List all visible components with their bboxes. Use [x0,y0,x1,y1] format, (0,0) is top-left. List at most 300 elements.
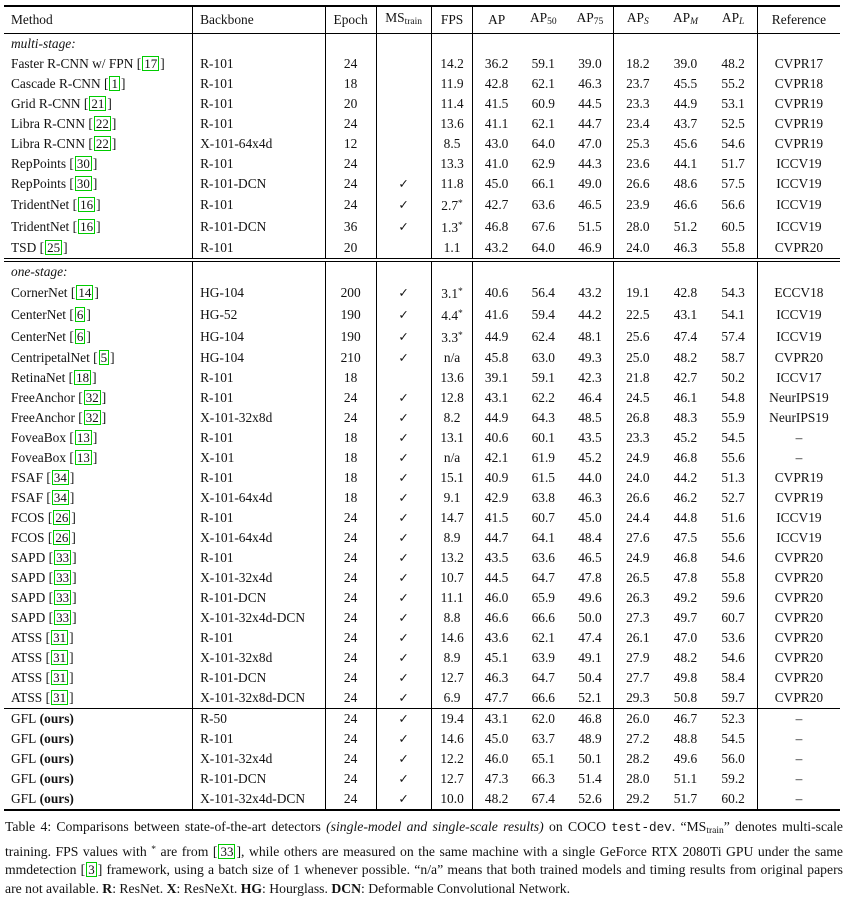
empty-cell [193,260,326,282]
cell-ap-large: 51.6 [721,510,745,525]
table-row [4,428,840,448]
cell-method: TSD [ 25 ] [11,240,68,255]
cell-epoch: 24 [325,568,376,588]
cell-epoch: 20 [325,94,376,114]
cell-method: CenterNet [ 6 ] [11,307,91,322]
cell-ap75: 49.0 [578,176,602,191]
ms-train-checkmark: ✓ [398,530,409,545]
cell-ap: 42.8 [473,74,520,94]
cell-reference: NeurIPS19 [757,408,840,428]
cell-ap-large: 59.2 [721,771,745,786]
cell-ap50: 60.7 [531,510,555,525]
citation-link[interactable]: 6 [76,307,84,322]
empty-cell [193,34,326,55]
cell-ms-train [376,94,431,114]
ms-train-checkmark: ✓ [398,791,409,806]
cell-reference: CVPR18 [757,74,840,94]
column-header-ap_l: $AP_L$ [709,6,757,34]
cell-ap50: 66.6 [531,610,555,625]
cell-fps: 10.7 [431,568,473,588]
cell-backbone: R-101-DCN [193,668,326,688]
citation-link[interactable]: 16 [80,219,94,234]
cell-fps: 13.6 [431,114,473,134]
cell-epoch: 24 [325,174,376,194]
cell-epoch: 24 [325,388,376,408]
cell-reference: ICCV19 [757,304,840,326]
cell-epoch: 24 [325,769,376,789]
cell-ap-large: 60.5 [721,219,745,234]
cell-ms-train [376,216,431,238]
cell-reference: CVPR19 [757,114,840,134]
cell-ap50: 59.1 [531,56,555,71]
cell-epoch: 20 [325,238,376,260]
cell-fps: 14.2 [431,54,473,74]
ms-train-checkmark: ✓ [398,219,409,234]
table-header-row [4,6,840,34]
cell-backbone: R-101-DCN [193,174,326,194]
column-header-ap75: $AP_{75}$ [567,6,614,34]
cell-epoch: 24 [325,628,376,648]
cell-backbone: R-101 [193,368,326,388]
cell-ap-large: 52.5 [721,116,745,131]
ms-train-checkmark: ✓ [398,731,409,746]
ours-label: (ours) [36,771,74,786]
cell-ap50: 66.3 [531,771,555,786]
cell-backbone: R-101 [193,428,326,448]
cell-epoch: 24 [325,528,376,548]
cell-fps: 8.9 [431,528,473,548]
cell-ap-small: 28.0 [614,216,662,238]
citation-link[interactable]: 22 [95,116,109,131]
cell-ap-small: 22.5 [614,304,662,326]
cell-ap75: 44.2 [578,307,602,322]
ms-train-checkmark: ✓ [398,610,409,625]
empty-cell [520,260,567,282]
citation-link[interactable]: 33 [220,843,234,859]
citation-link[interactable]: 34 [53,470,67,485]
cell-ap75: 42.3 [578,370,602,385]
table-row [4,326,840,348]
cell-ap: 46.0 [473,588,520,608]
cell-ap: 47.3 [473,769,520,789]
cell-epoch: 18 [325,428,376,448]
ms-train-checkmark: ✓ [398,350,409,365]
cell-ap: 41.5 [473,94,520,114]
fps-asterisk: * [458,199,463,209]
cell-ms-train [376,508,431,528]
table-row [4,648,840,668]
cell-ap50: 62.2 [531,390,555,405]
empty-cell [473,260,520,282]
table-row [4,194,840,216]
cell-epoch: 24 [325,408,376,428]
cell-fps: 14.6 [431,729,473,749]
cell-epoch: 24 [325,789,376,810]
cell-ap50: 59.1 [531,370,555,385]
empty-cell [757,260,840,282]
cell-ap-small: 24.0 [614,238,662,260]
cell-ap75: 44.0 [578,470,602,485]
cell-ap: 44.9 [473,408,520,428]
cell-fps: n/a [431,448,473,468]
cell-ap-medium: 47.0 [673,630,698,645]
citation-link[interactable]: 32 [85,390,99,405]
citation-link[interactable]: 16 [80,197,94,212]
cell-ap50: 60.9 [531,96,555,111]
citation-link[interactable]: 33 [56,590,70,605]
cell-ap75: 46.3 [578,490,602,505]
cell-ap-medium: 45.6 [673,136,698,151]
empty-cell [431,34,473,55]
cell-ap-small: 26.0 [614,709,662,730]
cell-backbone: R-101 [193,114,326,134]
cell-ap-large: 53.1 [721,96,745,111]
cell-epoch: 24 [325,154,376,174]
citation-link[interactable]: 6 [76,329,84,344]
cell-backbone: HG-104 [193,282,326,304]
cell-backbone: X-101-64x4d [193,488,326,508]
cell-ms-train [376,548,431,568]
cell-ap-small: 24.9 [614,548,662,568]
section-label-text: multi-stage: [11,36,76,51]
caption-subscript: train [706,826,724,836]
table-row [4,74,840,94]
cell-method: CornerNet [ 14 ] [11,285,99,300]
cell-ap: 40.9 [473,468,520,488]
cell-ap-large: 51.7 [721,156,745,171]
cell-ap-small: 27.6 [614,528,662,548]
cell-ms-train [376,448,431,468]
table-row [4,54,840,74]
cell-ap-large: 59.7 [721,690,745,705]
cell-epoch: 24 [325,114,376,134]
table-row [4,174,840,194]
results-table [4,5,840,811]
citation-link[interactable]: 33 [56,550,70,565]
cell-fps: 15.1 [431,468,473,488]
cell-ap75: 44.5 [578,96,602,111]
cell-ap-small: 25.6 [614,326,662,348]
cell-ap: 42.1 [473,448,520,468]
cell-ms-train [376,174,431,194]
cell-ap-medium: 48.3 [673,410,698,425]
table-row [4,709,840,730]
cell-ap-small: 29.3 [614,688,662,709]
cell-ap50: 64.7 [531,570,555,585]
cell-ap-medium: 51.2 [673,219,698,234]
cell-ms-train [376,114,431,134]
cell-ap75: 48.5 [578,410,602,425]
cell-backbone: R-50 [193,709,326,730]
cell-ap50: 60.1 [531,430,555,445]
citation-link[interactable]: 34 [53,490,67,505]
cell-method: CenterNet [ 6 ] [11,329,91,344]
citation-link[interactable]: 22 [95,136,109,151]
cell-backbone: HG-104 [193,348,326,368]
cell-ap-medium: 46.7 [662,709,710,730]
cell-ap-large: 57.4 [721,329,745,344]
cell-epoch: 24 [325,608,376,628]
citation-link[interactable]: 32 [85,410,99,425]
cell-ap-large: 50.2 [721,370,745,385]
table-caption: Table 4: Comparisons between state-of-the-art detectors (single-model and single-scale results) on COCO test-dev. “$MS_{train}$” denotes multi-scale training. FPS values with * are from [ 33 ], while others are measured on the same machine with a single GeForce RTX 2080Ti GPU under the same mmdetection [ 3 ] framework, using a batch size of 1 whenever possible. “n/a” means that both trained models and timing results from original papers are not available. R: ResNet. X: ResNeXt. HG: Hourglass. DCN: Deformable Convolutional Network. [5,819,843,896]
cell-ap-medium: 49.2 [673,590,698,605]
cell-fps: 9.1 [431,488,473,508]
cell-reference: ICCV19 [757,528,840,548]
empty-cell [376,34,431,55]
citation-link[interactable]: 31 [53,630,67,645]
citation-link[interactable]: 31 [53,650,67,665]
column-header-method: Method [4,6,193,34]
cell-method: ATSS [ 31 ] [11,630,74,645]
citation-link[interactable]: 31 [53,690,67,705]
cell-method: SAPD [ 33 ] [11,610,77,625]
column-header-subscript: L [739,17,745,27]
table-row [4,448,840,468]
cell-reference: CVPR19 [757,488,840,508]
cell-ap: 36.2 [473,54,520,74]
cell-backbone: R-101 [193,194,326,216]
cell-reference: CVPR20 [757,688,840,709]
cell-ap-small: 24.0 [614,468,662,488]
cell-fps: 11.1 [431,588,473,608]
cell-ap-small: 25.3 [614,134,662,154]
cell-ap-small: 24.4 [614,508,662,528]
cell-ms-train [376,769,431,789]
citation-link[interactable]: 3 [88,862,95,878]
cell-ap50: 64.1 [531,530,555,545]
cell-ms-train [376,608,431,628]
cell-backbone: R-101 [193,388,326,408]
cell-ap75: 45.2 [578,450,602,465]
cell-ap-medium: 42.7 [673,370,698,385]
citation-link[interactable]: 13 [76,450,90,465]
ours-label: (ours) [36,751,74,766]
cell-method: FCOS [ 26 ] [11,530,76,545]
ms-train-checkmark: ✓ [398,430,409,445]
column-header-fps: FPS [431,6,473,34]
cell-ap50: 59.4 [531,307,555,322]
cell-ap75: 50.4 [578,670,602,685]
cell-fps: 1.1 [431,238,473,260]
empty-cell [567,260,614,282]
cell-ap-medium: 47.5 [673,530,698,545]
cell-ms-train [376,688,431,709]
cell-ap75: 44.3 [578,156,602,171]
citation-link[interactable]: 13 [76,430,90,445]
cell-ap75: 45.0 [578,510,602,525]
citation-link[interactable]: 26 [55,510,69,525]
cell-ap-medium: 47.4 [673,329,698,344]
cell-ap75: 46.9 [578,240,602,255]
citation-link[interactable]: 18 [76,370,90,385]
cell-epoch: 12 [325,134,376,154]
cell-ap-small: 26.3 [614,588,662,608]
cell-epoch: 190 [325,304,376,326]
cell-method: RepPoints [ 30 ] [11,176,98,191]
cell-backbone: X-101-32x8d [193,408,326,428]
cell-epoch: 24 [325,548,376,568]
table-row [4,688,840,709]
cell-ms-train [376,408,431,428]
cell-ap75: 50.0 [578,610,602,625]
cell-ap: 43.1 [473,388,520,408]
cell-backbone: R-101 [193,729,326,749]
ms-train-checkmark: ✓ [398,510,409,525]
cell-ap50: 64.0 [531,136,555,151]
table-row [4,114,840,134]
cell-method: FSAF [ 34 ] [11,490,75,505]
cell-reference: ICCV19 [757,174,840,194]
cell-ap-medium: 44.8 [673,510,698,525]
cell-reference: – [757,428,840,448]
table-row [4,154,840,174]
cell-ap-large: 51.3 [721,470,745,485]
column-header-subscript: S [644,17,649,27]
cell-method: FreeAnchor [ 32 ] [11,410,107,425]
cell-fps: 13.2 [431,548,473,568]
ms-train-checkmark: ✓ [398,751,409,766]
caption-superscript: * [151,844,156,855]
section-label-row [4,34,840,55]
cell-reference: – [757,789,840,810]
cell-backbone: R-101-DCN [193,216,326,238]
ms-train-checkmark: ✓ [398,630,409,645]
cell-ap-small: 26.5 [614,568,662,588]
cell-method: FoveaBox [ 13 ] [11,430,98,445]
citation-link[interactable]: 25 [47,240,61,255]
cell-ap50: 63.6 [531,197,555,212]
table-row [4,304,840,326]
cell-epoch: 18 [325,488,376,508]
cell-ap-large: 54.6 [721,550,745,565]
cell-fps: 12.2 [431,749,473,769]
cell-ap-small: 26.6 [614,488,662,508]
section-label-text: one-stage: [11,264,68,279]
cell-ap75: 46.8 [567,709,614,730]
cell-ap50: 56.4 [531,285,555,300]
cell-ap-large: 55.6 [721,530,745,545]
ms-train-checkmark: ✓ [398,410,409,425]
cell-reference: CVPR20 [757,238,840,260]
cell-ap75: 52.6 [578,791,602,806]
table-row [4,408,840,428]
cell-ap: 42.7 [473,194,520,216]
cell-method: Libra R-CNN [ 22 ] [11,116,117,131]
cell-ap75: 49.6 [578,590,602,605]
ms-train-checkmark: ✓ [398,690,409,705]
citation-link[interactable]: 33 [56,570,70,585]
cell-backbone: R-101 [193,94,326,114]
cell-fps: 1.3* [431,216,473,238]
citation-link[interactable]: 30 [76,176,90,191]
cell-method: GFL (ours) [11,791,74,806]
section-label [4,260,193,282]
cell-backbone: X-101-32x8d [193,648,326,668]
table-row [4,488,840,508]
cell-ms-train [376,648,431,668]
cell-ap-small: 26.6 [614,174,662,194]
cell-fps: 10.0 [431,789,473,810]
caption-bold: DCN [331,880,361,896]
caption-monospace: test-dev [611,821,672,835]
cell-ap50: 62.0 [520,709,567,730]
citation-link[interactable]: 14 [78,285,92,300]
citation-link[interactable]: 5 [100,350,108,365]
cell-ap-large: 56.0 [721,751,745,766]
cell-ap-medium: 46.2 [673,490,698,505]
cell-reference: – [757,769,840,789]
cell-ap50: 63.0 [531,350,555,365]
column-header-subscript: 50 [547,17,557,27]
cell-ap-medium: 48.2 [673,350,698,365]
cell-fps: 3.1* [431,282,473,304]
cell-ms-train [376,134,431,154]
table-row [4,348,840,368]
cell-fps: 8.2 [431,408,473,428]
cell-method: FoveaBox [ 13 ] [11,450,98,465]
cell-ap50: 66.6 [531,690,555,705]
cell-epoch: 24 [325,508,376,528]
cell-ap-large: 54.5 [721,430,745,445]
cell-ap-small: 27.3 [614,608,662,628]
ms-train-checkmark: ✓ [398,670,409,685]
citation-link[interactable]: 21 [91,96,105,111]
cell-ap-medium: 45.2 [673,430,698,445]
cell-reference: ECCV18 [757,282,840,304]
cell-ap-medium: 46.8 [673,550,698,565]
citation-link[interactable]: 33 [56,610,70,625]
cell-backbone: R-101-DCN [193,588,326,608]
cell-ap-small: 18.2 [614,54,662,74]
ours-label: (ours) [36,791,74,806]
cell-epoch: 24 [325,688,376,709]
cell-ms-train [376,668,431,688]
cell-reference: CVPR19 [757,468,840,488]
citation-link[interactable]: 30 [76,156,90,171]
cell-ap: 42.9 [473,488,520,508]
citation-link[interactable]: 31 [53,670,67,685]
cell-backbone: X-101-32x4d-DCN [193,789,326,810]
cell-ap50: 62.1 [531,630,555,645]
cell-ap-small: 24.5 [614,388,662,408]
cell-backbone: X-101-32x4d [193,568,326,588]
cell-method: Libra R-CNN [ 22 ] [11,136,117,151]
cell-ap-large: 55.8 [721,570,745,585]
cell-ap-large: 58.7 [721,350,745,365]
cell-fps: 8.9 [431,648,473,668]
cell-epoch: 18 [325,74,376,94]
citation-link[interactable]: 1 [111,76,118,91]
cell-fps: 3.3* [431,326,473,348]
cell-ap50: 64.3 [531,410,555,425]
cell-ap-large: 54.6 [721,136,745,151]
cell-ap-large: 55.6 [721,450,745,465]
cell-reference: ICCV17 [757,368,840,388]
column-header-ap_s: $AP_S$ [614,6,662,34]
cell-epoch: 24 [325,588,376,608]
cell-ap50: 63.6 [531,550,555,565]
citation-link[interactable]: 26 [55,530,69,545]
cell-reference: ICCV19 [757,326,840,348]
citation-link[interactable]: 17 [144,56,158,71]
column-header-ms: $MS_{train}$ [376,6,431,34]
cell-ap: 41.6 [473,304,520,326]
cell-method: RetinaNet [ 18 ] [11,370,97,385]
table-row [4,628,840,648]
ours-label: (ours) [36,731,74,746]
empty-cell [325,260,376,282]
